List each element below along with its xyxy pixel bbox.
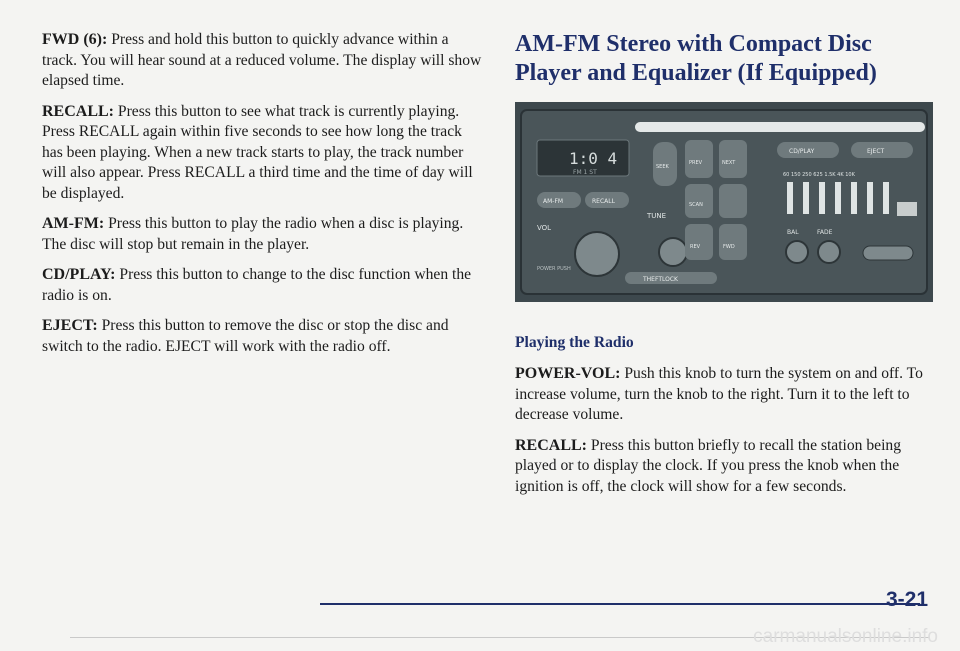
svg-text:CD/PLAY: CD/PLAY: [789, 148, 815, 155]
paragraph-text: Press this button to play the radio when a disc is playing. The disc will stop but remain in the player.: [42, 215, 464, 253]
paragraph-cd-play: [42, 265, 482, 306]
svg-text:NEXT: NEXT: [722, 160, 736, 166]
page-number: 3-21: [885, 588, 928, 611]
svg-text:REV: REV: [690, 244, 701, 250]
paragraph-am-fm: [42, 214, 482, 255]
paragraph-text: Press and hold this button to quickly advance within a track. You will hear sound at a reduced volume. The display will show elapsed time.: [42, 31, 482, 89]
svg-text:AM-FM: AM-FM: [543, 198, 564, 205]
paragraph-text: Push this knob to turn the system on and off. To increase volume, turn the knob to the right. Turn it to the left to decrease volume.: [515, 365, 923, 423]
svg-text:POWER PUSH: POWER PUSH: [537, 266, 571, 272]
svg-text:FADE: FADE: [817, 229, 833, 236]
paragraph-eject: [42, 316, 482, 357]
svg-text:FM 1 ST: FM 1 ST: [573, 169, 597, 176]
svg-text:TUNE: TUNE: [647, 212, 667, 220]
svg-text:EJECT: EJECT: [867, 148, 885, 155]
svg-text:RECALL: RECALL: [592, 198, 615, 205]
left-column: [42, 30, 482, 367]
term-label: CD/PLAY:: [42, 266, 116, 283]
footer-divider: [320, 603, 920, 605]
svg-text:SEEK: SEEK: [656, 164, 669, 170]
paragraph-text: Press this button to remove the disc or stop the disc and switch to the radio. EJECT will work with the radio off.: [42, 317, 449, 355]
term-label: RECALL:: [515, 436, 588, 454]
svg-text:THEFTLOCK: THEFTLOCK: [643, 276, 678, 283]
term-label: POWER-VOL:: [515, 365, 621, 382]
term-label: AM-FM:: [42, 215, 105, 232]
svg-text:SCAN: SCAN: [689, 202, 703, 208]
paragraph-recall: [42, 102, 482, 205]
paragraph-text: Press this button to change to the disc function when the radio is on.: [42, 266, 472, 304]
radio-illustration: [515, 102, 933, 302]
paragraph-power-vol: [515, 364, 930, 426]
svg-text:60 150 250 625 1.5K 4K 1: 60 150 250 625 1.5K 4K 10K: [783, 172, 855, 178]
svg-text:BAL: BAL: [787, 229, 799, 236]
radio-faceplate-image: [515, 102, 933, 302]
subheading-playing-radio: Playing the Radio: [515, 334, 634, 351]
term-label: EJECT:: [42, 317, 98, 334]
watermark: carmanualsonline.info: [753, 626, 938, 647]
paragraph-fwd: [42, 30, 482, 92]
right-column: [515, 30, 930, 507]
term-label: RECALL:: [42, 102, 115, 120]
svg-text:PREV: PREV: [689, 160, 703, 166]
paragraph-recall-radio: [515, 436, 930, 498]
term-label: FWD (6):: [42, 31, 108, 48]
svg-text:VOL: VOL: [537, 224, 552, 232]
paragraph-text: Press this button briefly to recall the station being played or to display the clock. If you press the knob when the ignition is off, the clock will show for a few seconds.: [515, 436, 902, 495]
radio-display-text: 1:0 4: [569, 149, 618, 168]
paragraph-text: Press this button to see what track is currently playing. Press RECALL again within five seconds to see how long the track has been playing. When a new track starts to play, the track number will also appear. Press RECALL a third time and the time of day will be displayed.: [42, 102, 473, 202]
svg-text:FWD: FWD: [723, 244, 735, 250]
section-title: AM-FM Stereo with Compact Disc Player and Equalizer (If Equipped): [515, 31, 877, 86]
